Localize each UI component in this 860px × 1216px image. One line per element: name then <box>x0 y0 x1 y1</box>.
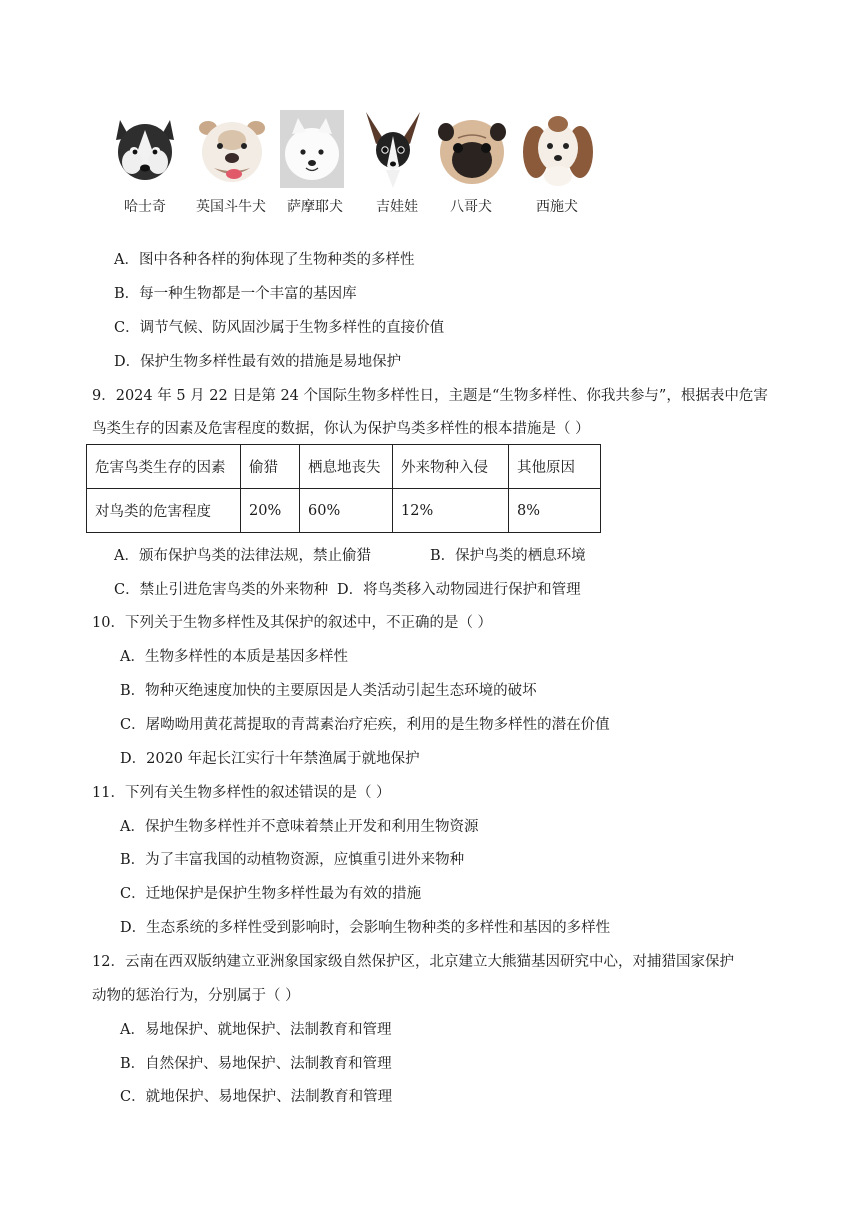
q10-option-c: C．屠呦呦用黄花蒿提取的青蒿素治疗疟疾，利用的是生物多样性的潜在价值 <box>120 717 610 733</box>
dog-name-5: 八哥犬 <box>450 199 492 215</box>
q8-option-a: A．图中各种各样的狗体现了生物种类的多样性 <box>114 252 415 268</box>
q10-option-d: D．2020 年起长江实行十年禁渔属于就地保护 <box>120 751 420 767</box>
dog-name-1: 哈士奇 <box>124 199 166 215</box>
q10-stem: 10．下列关于生物多样性及其保护的叙述中，不正确的是（ ） <box>92 615 493 631</box>
dog-breeds-figure <box>110 110 610 220</box>
dog-name-2: 英国斗牛犬 <box>196 199 266 215</box>
husky-image <box>110 110 180 188</box>
q12-option-b: B．自然保护、易地保护、法制教育和管理 <box>120 1056 392 1072</box>
bird-threat-table <box>86 444 601 533</box>
q12-option-a: A．易地保护、就地保护、法制教育和管理 <box>120 1022 392 1038</box>
q11-option-c: C．迁地保护是保护生物多样性最为有效的措施 <box>120 886 422 902</box>
q10-option-b: B．物种灭绝速度加快的主要原因是人类活动引起生态环境的破坏 <box>120 683 537 699</box>
q11-option-a: A．保护生物多样性并不意味着禁止开发和利用生物资源 <box>120 819 479 835</box>
table-cell: 60% <box>300 489 393 533</box>
table-row <box>87 445 601 489</box>
q10-option-a: A．生物多样性的本质是基因多样性 <box>120 649 348 665</box>
dog-name-4: 吉娃娃 <box>376 199 418 215</box>
q9-stem-line2: 鸟类生存的因素及危害程度的数据，你认为保护鸟类多样性的根本措施是（ ） <box>92 421 590 437</box>
dog-samoyed <box>280 110 350 220</box>
dog-name-6: 西施犬 <box>536 199 578 215</box>
q11-option-d: D．生态系统的多样性受到影响时，会影响生物种类的多样性和基因的多样性 <box>120 920 611 936</box>
dog-shih-tzu <box>522 110 592 220</box>
table-cell: 20% <box>241 489 300 533</box>
q11-option-b: B．为了丰富我国的动植物资源，应慎重引进外来物种 <box>120 852 465 868</box>
table-row <box>87 489 601 533</box>
table-header-cell: 其他原因 <box>509 445 601 489</box>
samoyed-image <box>280 110 344 188</box>
dog-husky <box>110 110 180 220</box>
q8-option-d: D．保护生物多样性最有效的措施是易地保护 <box>114 354 402 370</box>
q12-stem-line1: 12．云南在西双版纳建立亚洲象国家级自然保护区，北京建立大熊猫基因研究中心，对捕猎国家保护 <box>92 954 734 970</box>
table-header-cell: 外来物种入侵 <box>393 445 509 489</box>
table-cell: 12% <box>393 489 509 533</box>
chihuahua-image <box>362 110 424 188</box>
table-header-cell: 危害鸟类生存的因素 <box>87 445 241 489</box>
q9-option-b: B．保护鸟类的栖息环境 <box>430 548 586 564</box>
q12-stem-line2: 动物的惩治行为，分别属于（ ） <box>92 988 300 1004</box>
q11-stem: 11．下列有关生物多样性的叙述错误的是（ ） <box>92 785 391 801</box>
q8-option-b: B．每一种生物都是一个丰富的基因库 <box>114 286 357 302</box>
dog-pug <box>436 110 506 220</box>
q9-stem-line1: 9．2024 年 5 月 22 日是第 24 个国际生物多样性日，主题是“生物多样性、你我共参与”，根据表中危害 <box>92 388 768 404</box>
q8-option-c: C．调节气候、防风固沙属于生物多样性的直接价值 <box>114 320 445 336</box>
table-header-cell: 偷猎 <box>241 445 300 489</box>
shih-tzu-image <box>522 110 594 188</box>
dog-name-3: 萨摩耶犬 <box>287 199 343 215</box>
q12-option-c: C．就地保护、易地保护、法制教育和管理 <box>120 1089 393 1105</box>
q9-option-c: C．禁止引进危害鸟类的外来物种 <box>114 582 329 598</box>
pug-image <box>436 110 508 188</box>
table-cell: 对鸟类的危害程度 <box>87 489 241 533</box>
table-cell: 8% <box>509 489 601 533</box>
dog-bulldog <box>196 110 266 220</box>
table-header-cell: 栖息地丧失 <box>300 445 393 489</box>
q9-option-a: A．颁布保护鸟类的法律法规，禁止偷猎 <box>114 548 371 564</box>
bulldog-image <box>196 110 268 188</box>
q9-option-d: D．将鸟类移入动物园进行保护和管理 <box>337 582 581 598</box>
